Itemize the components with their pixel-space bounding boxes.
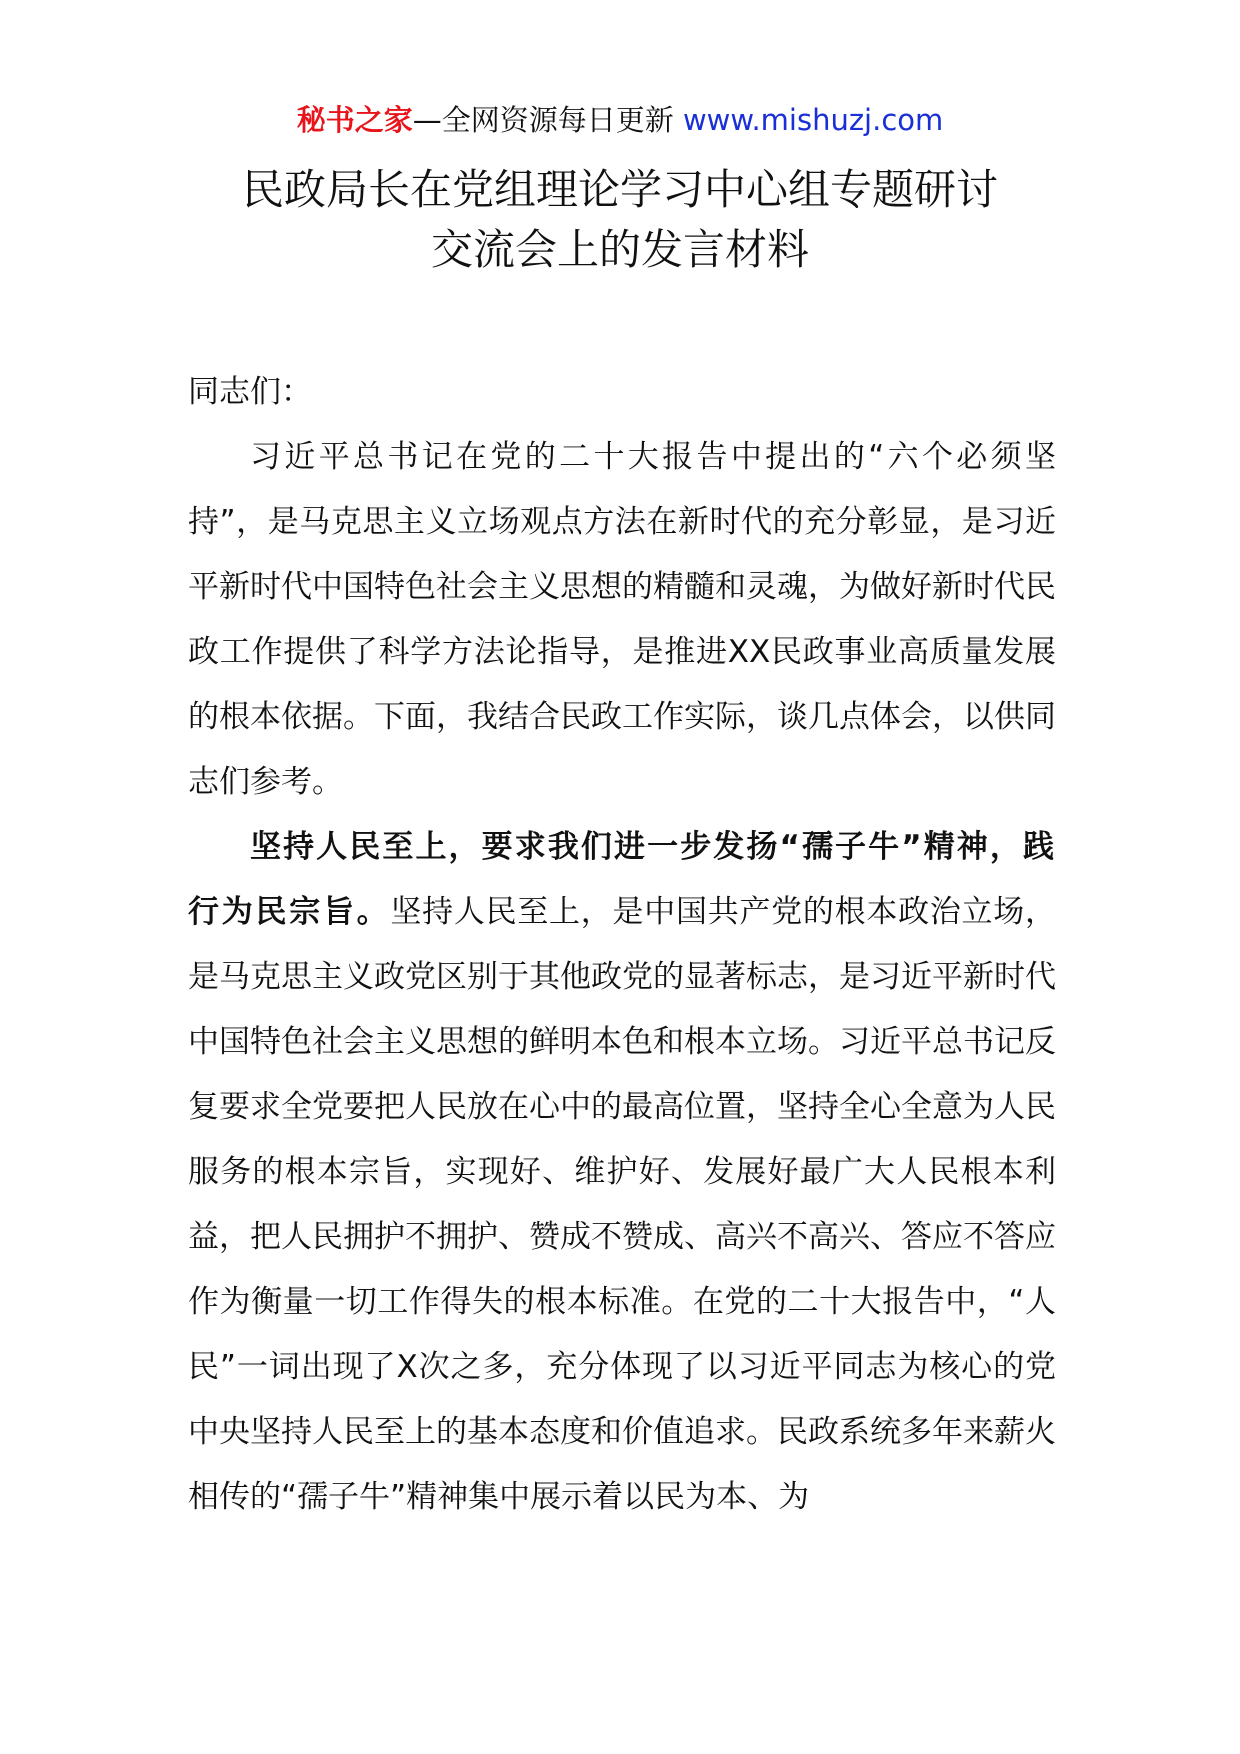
brand-name: 秘书之家: [296, 103, 413, 137]
paragraph-1-text: 习近平总书记在党的二十大报告中提出的“六个必须坚持”，是马克思主义立场观点方法在新时代的充分彰显，是习近平新时代中国特色社会主义思想的精髓和灵魂，为做好新时代民政工作提供了科学方法论指导，是推进XX民政事业高质量发展的根本依据。下面，我结合民政工作实际，谈几点体会，以供同志们参考。: [188, 439, 1056, 800]
header-tagline: —全网资源每日更新: [412, 103, 683, 137]
site-url-link[interactable]: www.mishuzj.com: [682, 103, 944, 137]
paragraph-2: [188, 815, 1056, 1530]
title-line-2: 交流会上的发言材料: [430, 225, 809, 274]
salutation: 同志们：: [188, 374, 312, 410]
paragraph-1: [188, 425, 1056, 815]
paragraph-2-lead: 坚持人民至上，要求我们进一步发扬“孺子牛”精神，践行为民宗旨。: [188, 829, 1056, 930]
document-body: [188, 360, 1056, 1530]
paragraph-2-text: 坚持人民至上，是中国共产党的根本政治立场，是马克思主义政党区别于其他政党的显著标志，是习近平新时代中国特色社会主义思想的鲜明本色和根本立场。习近平总书记反复要求全党要把人民放在心中的最高位置，坚持全心全意为人民服务的根本宗旨，实现好、维护好、发展好最广大人民根本利益，把人民拥护不拥护、赞成不赞成、高兴不高兴、答应不答应作为衡量一切工作得失的根本标准。在党的二十大报告中，“人民”一词出现了X次之多，充分体现了以习近平同志为核心的党中央坚持人民至上的基本态度和价值追求。民政系统多年来薪火相传的“孺子牛”精神集中展示着以民为本、为: [188, 894, 1057, 1515]
title-line-1: 民政局长在党组理论学习中心组专题研讨: [241, 165, 998, 214]
document-title: [0, 160, 1240, 280]
site-header: [0, 100, 1240, 140]
